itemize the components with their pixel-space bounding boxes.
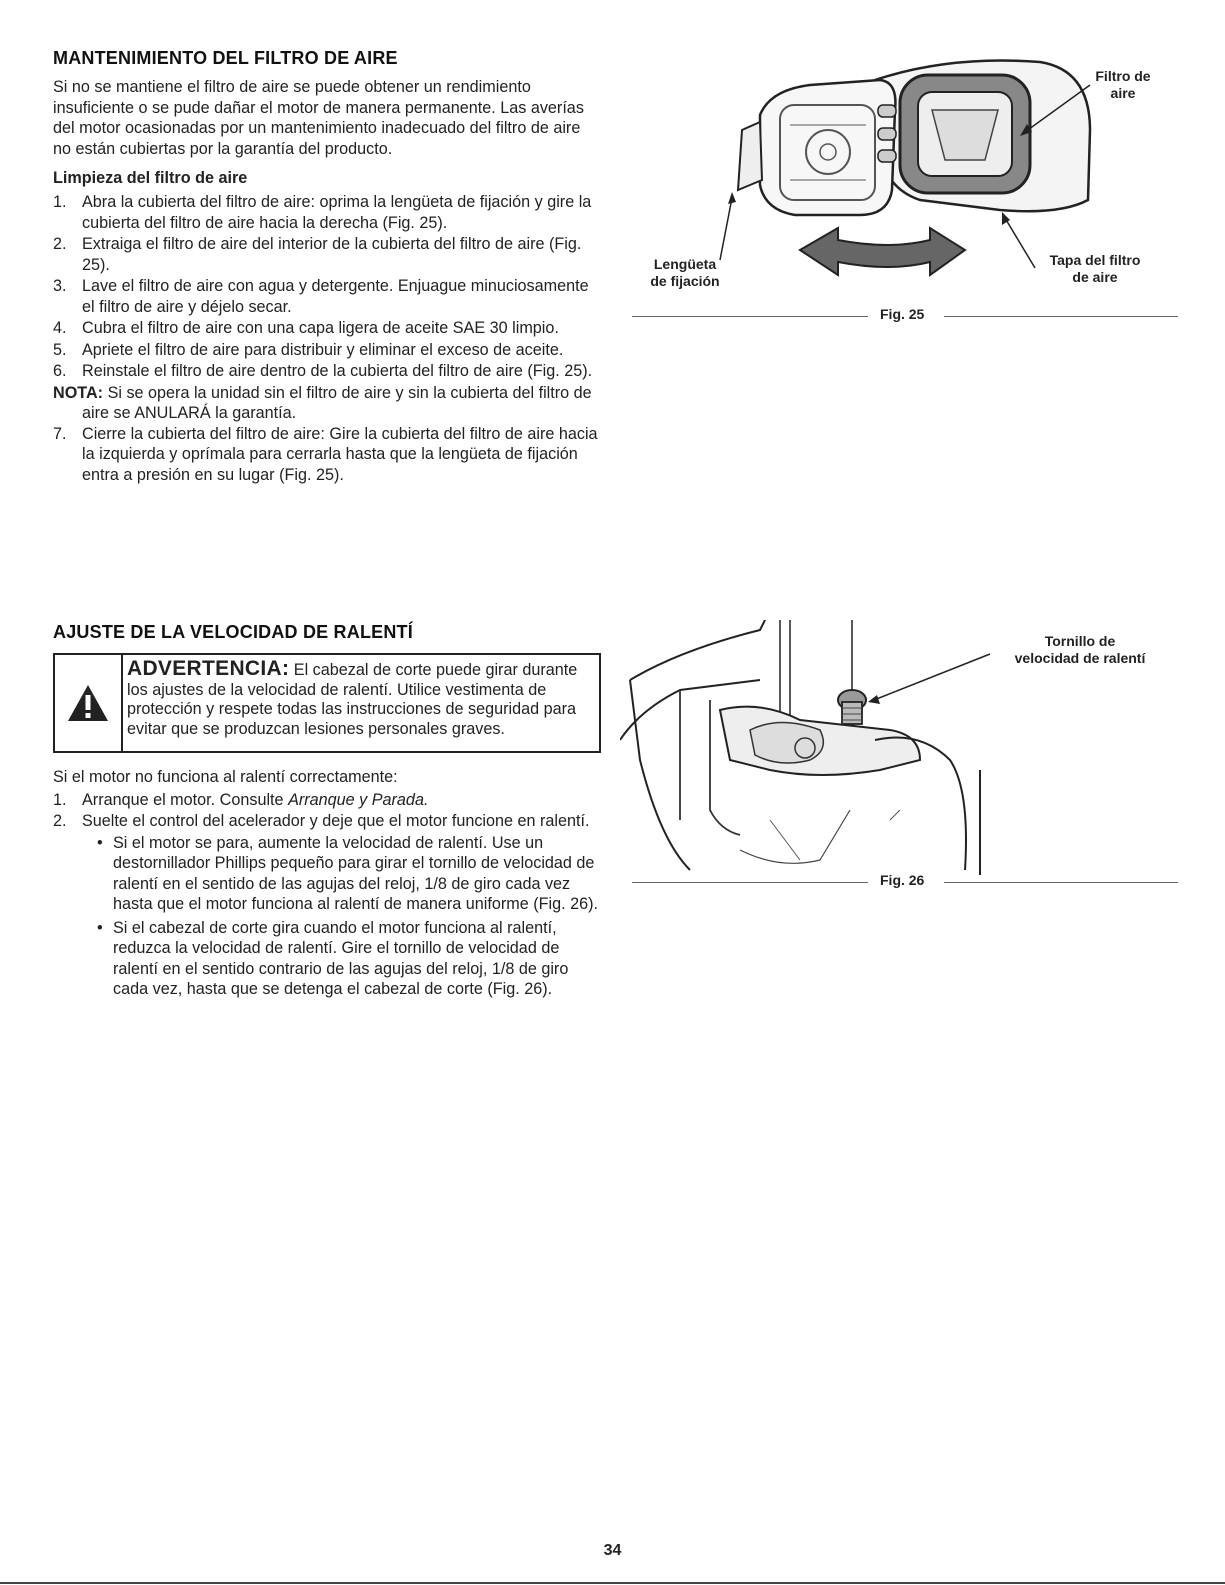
figure-rule-left — [632, 882, 868, 883]
figure-caption-26: Fig. 26 — [880, 872, 925, 888]
warning-text: ADVERTENCIA: El cabezal de corte puede girar durante los ajustes de la velocidad de ralentí. Utilice vestimenta de protección y respete todas las instrucciones de seguridad para evitar que se produzcan lesiones personales graves. — [127, 657, 578, 738]
list-item: 2. Extraiga el filtro de aire del interior de la cubierta del filtro de aire (Fig. 25). — [53, 235, 582, 274]
figure-rule-right — [944, 316, 1178, 317]
list-item: • Si el cabezal de corte gira cuando el motor funciona al ralentí, reduzca la velocidad de ralentí. Gire el tornillo de velocidad de ralentí en el sentido contrario de las agujas del reloj, 1/8 de giro cada vez, hasta que se detenga el cabezal de corte (Fig. 26). — [97, 918, 569, 998]
list-item: 5. Apriete el filtro de aire para distribuir y eliminar el exceso de aceite. — [53, 340, 564, 359]
figure-rule-left — [632, 316, 868, 317]
figure-rule-right — [944, 882, 1178, 883]
list-item: 3. Lave el filtro de aire con agua y detergente. Enjuague minuciosamente el filtro de aire y déjelo secar. — [53, 277, 589, 316]
list-item: 1. Abra la cubierta del filtro de aire: oprima la lengüeta de fijación y gire la cubierta del filtro de aire hacia la derecha (Fig. 25). — [53, 193, 592, 232]
section-air-filter — [53, 48, 601, 486]
figure-26 — [620, 620, 1180, 878]
label-locking-tab: Lengüeta de fijación — [650, 256, 720, 289]
section-title-air-filter: MANTENIMIENTO DEL FILTRO DE AIRE — [53, 48, 398, 68]
section-title-idle-speed: AJUSTE DE LA VELOCIDAD DE RALENTÍ — [53, 622, 413, 642]
list-item: 1. Arranque el motor. Consulte Arranque y Parada. — [53, 790, 429, 809]
label-air-filter: Filtro de aire — [1095, 68, 1151, 101]
subsection-title: Limpieza del filtro de aire — [53, 169, 248, 187]
steps-list — [53, 192, 601, 382]
figure-caption-25: Fig. 25 — [880, 306, 925, 322]
bullet-list — [97, 833, 601, 1000]
page-number: 34 — [603, 1542, 622, 1559]
bottom-border — [0, 1582, 1225, 1584]
list-item: 4. Cubra el filtro de aire con una capa ligera de aceite SAE 30 limpio. — [53, 319, 559, 337]
list-item: 6. Reinstale el filtro de aire dentro de la cubierta del filtro de aire (Fig. 25). — [53, 362, 593, 380]
list-item: 2. Suelte el control del acelerador y deje que el motor funcione en ralentí. — [53, 812, 590, 830]
intro-paragraph: Si no se mantiene el filtro de aire se puede obtener un rendimiento insuficiente o se pude dañar el motor de manera permanente. Las averías del motor ocasionadas por un mantenimiento inadecuado del filtro de aire no están cubiertas por la garantía del producto. — [53, 78, 584, 158]
list-item: • Si el motor se para, aumente la velocidad de ralentí. Use un destornillador Phillips pequeño para girar el tornillo de velocidad de ralentí en el sentido de las agujas del reloj, 1/8 de giro cada vez hasta que el motor funciona al ralentí de manera uniforme (Fig. 26). — [97, 833, 598, 913]
warning-box — [53, 653, 601, 753]
figure-25 — [620, 50, 1180, 330]
note: NOTA: Si se opera la unidad sin el filtro de aire y sin la cubierta del filtro de aire se ANULARÁ la garantía. — [53, 383, 592, 422]
list-item: 7. Cierre la cubierta del filtro de aire: Gire la cubierta del filtro de aire hacia la izquierda y oprímala para cerrarla hasta que la lengüeta de fijación entra a presión en su lugar (Fig. 25). — [53, 424, 598, 484]
intro-paragraph: Si el motor no funciona al ralentí correctamente: — [53, 768, 398, 786]
label-filter-cover: Tapa del filtro de aire — [1049, 252, 1141, 285]
label-idle-screw: Tornillo de velocidad de ralentí — [1014, 633, 1146, 666]
section-idle-speed — [53, 622, 601, 1003]
warning-icon — [55, 655, 123, 751]
idle-screw-illustration — [620, 620, 1000, 878]
